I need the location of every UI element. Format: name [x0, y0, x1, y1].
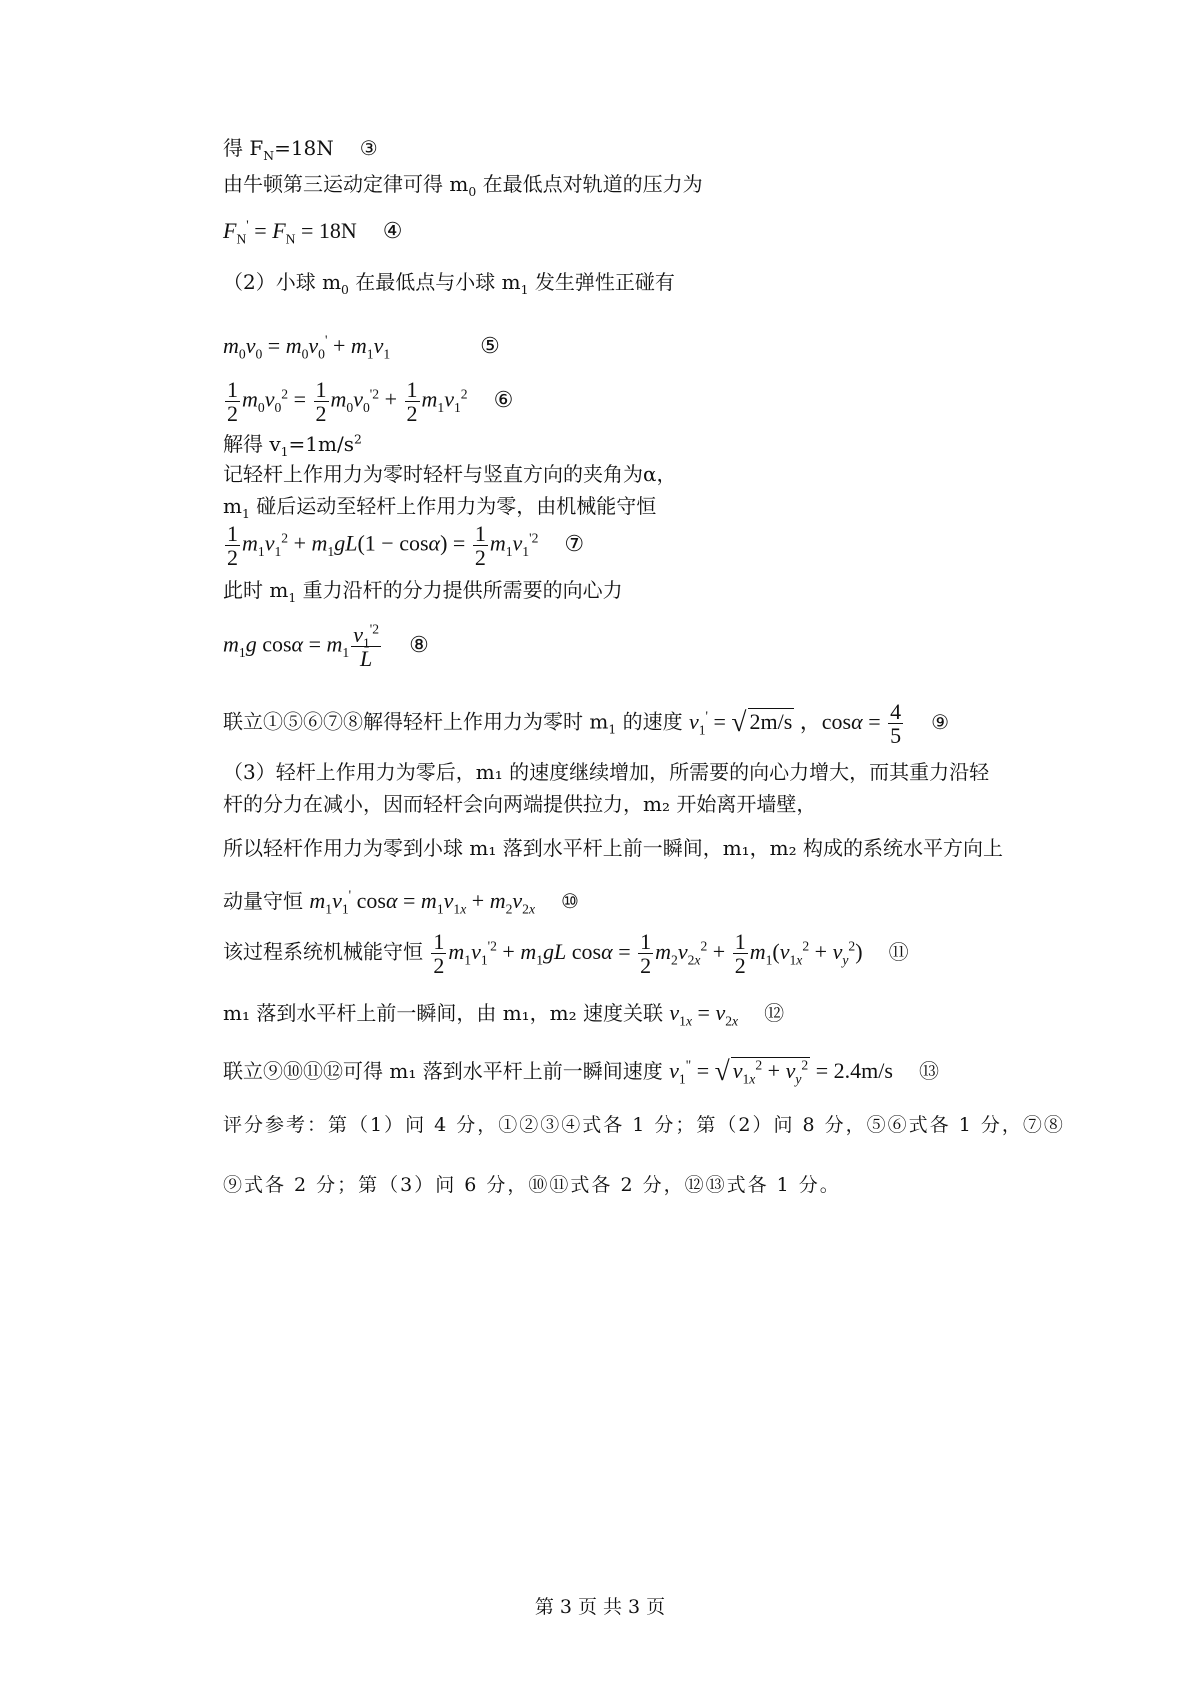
equation-number: ⑦	[564, 530, 585, 556]
line-momentum-x: 动量守恒 $m_1v_1'$ $\cos\alpha = m_1v_{1x} + m_2v_{2x}$ ⑩	[223, 887, 579, 917]
equation-number: ⑬	[918, 1059, 939, 1083]
equation-number: ④	[382, 218, 403, 243]
equation-pressure: $F_N' = F_N = 18N$ ④	[223, 217, 403, 247]
line-part3-b: 杆的分力在减小，因而轻杆会向两端提供拉力，m₂ 开始离开墙壁，	[223, 792, 817, 816]
page-footer: 第 3 页 共 3 页	[534, 1596, 666, 1618]
line-energy-conservation: $m_1$ 碰后运动至轻杆上作用力为零，由机械能守恒	[223, 494, 657, 521]
equation-energy: $\frac{1}{2}$ $m_0v_0^2$ = $\frac{1}{2}$ $m_0v_0^{'2}$ + $\frac{1}{2}$ $m_1v_1^2$ ⑥	[227, 377, 514, 427]
equation-centripetal: $m_1g$ $\cos\alpha = m_1$ $\frac{v_1^{'2}}{L}$ ⑧	[223, 621, 429, 672]
equation-momentum: $m_0v_0 = m_0v_0' + m_1v_1$ ⑤	[223, 332, 500, 362]
line-final-velocity: 联立⑨⑩⑪⑫可得 m₁ 落到水平杆上前一瞬间速度 $v_1^"$ = √ $v_{1x}^2 + v_y^2 = 2.4m/s$ ⑬	[223, 1055, 939, 1087]
equation-number: ⑤	[480, 333, 500, 358]
scoring-reference-1: 评分参考：第（1）问 4 分，①②③④式各 1 分；第（2）问 8 分，⑤⑥式各 1 分，⑦⑧	[223, 1114, 1065, 1136]
line-newton-third-law: 由牛顿第三运动定律可得 $m_0$ 在最低点对轨道的压力为	[223, 172, 703, 199]
line-velocity-relation: m₁ 落到水平杆上前一瞬间，由 m₁，m₂ 速度关联 $v_{1x} = v_{2x}$ ⑫	[223, 1000, 785, 1029]
line-fn-result: 得 $F_N=18N$ ③	[223, 136, 378, 163]
equation-number: ⑧	[409, 631, 429, 657]
line-part3-c: 所以轻杆作用力为零到小球 m₁ 落到水平杆上前一瞬间，m₁，m₂ 构成的系统水平方向上	[223, 836, 1004, 860]
line-angle-def: 记轻杆上作用力为零时轻杆与竖直方向的夹角为α，	[223, 462, 677, 486]
equation-number: ③	[359, 136, 378, 160]
equation-number: ⑪	[888, 939, 909, 964]
line-solve-angle: 联立①⑤⑥⑦⑧解得轻杆上作用力为零时 $m_1$ 的速度 $v_1'$ = √ 2m/s ，cosα = $\frac{4}{5}$ ⑨	[223, 699, 950, 749]
scoring-reference-2: ⑨式各 2 分；第（3）问 6 分，⑩⑪式各 2 分，⑫⑬式各 1 分。	[223, 1174, 841, 1196]
equation-number: ⑩	[561, 889, 579, 913]
equation-energy-2: $\frac{1}{2}$ $m_1v_1^2 + m_1gL(1 - \cos\alpha)$ = $\frac{1}{2}$ $m_1v_1^{'2}$ ⑦	[227, 521, 585, 571]
line-energy-system: 该过程系统机械能守恒 $\frac{1}{2}$ $m_1v_1^{'2} + m_1gL$ cosα = $\frac{1}{2}$ $m_2v_{2x}^2$ + $\frac{1}{2}$ $m_1(v_{1x}^2 + v_y^2)$ ⑪	[223, 929, 909, 979]
line-part2-intro: （2）小球 $m_0$ 在最低点与小球 $m_1$ 发生弹性正碰有	[223, 270, 675, 297]
line-part3-a: （3）轻杆上作用力为零后，m₁ 的速度继续增加，所需要的向心力增大，而其重力沿轻	[223, 760, 990, 784]
equation-number: ⑫	[764, 1001, 785, 1025]
line-solve-v1: 解得 $v_1=1m/s^2$	[223, 431, 362, 459]
equation-number: ⑥	[493, 386, 514, 412]
equation-number: ⑨	[931, 709, 950, 734]
line-centripetal: 此时 $m_1$ 重力沿杆的分力提供所需要的向心力	[223, 578, 623, 605]
